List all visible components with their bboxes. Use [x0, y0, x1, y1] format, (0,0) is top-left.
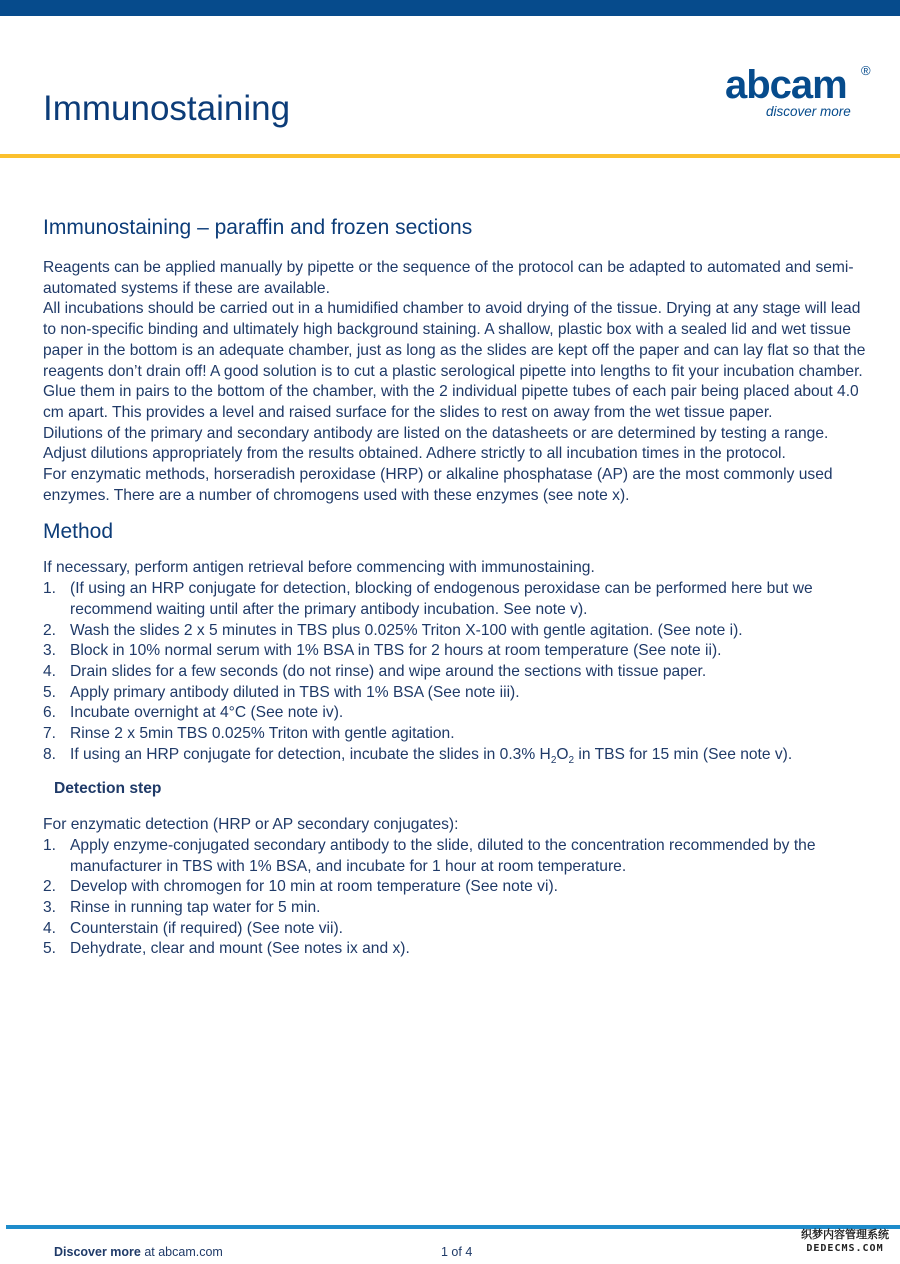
footer-divider	[6, 1225, 900, 1229]
list-item: 5. Apply primary antibody diluted in TBS with 1% BSA (See note iii).	[43, 683, 520, 701]
detection-lead: For enzymatic detection (HRP or AP secondary conjugates):	[43, 816, 459, 834]
list-item: 4. Counterstain (if required) (See note vii).	[43, 919, 344, 937]
detection-steps-list	[43, 836, 873, 960]
header-divider	[0, 154, 900, 158]
section-heading-intro: Immunostaining – paraffin and frozen sections	[43, 216, 473, 239]
list-item: 1. Apply enzyme-conjugated secondary antibody to the slide, diluted to the concentration recommended by the manufacturer in TBS with 1% BSA, and incubate for 1 hour at room temperature.	[43, 836, 816, 875]
list-item: 1. (If using an HRP conjugate for detection, blocking of endogenous peroxidase can be performed here but we recommend waiting until after the primary antibody incubation. See note v).	[43, 580, 813, 618]
list-item: 3. Block in 10% normal serum with 1% BSA in TBS for 2 hours at room temperature (See note ii).	[43, 642, 722, 660]
list-item: 5. Dehydrate, clear and mount (See notes ix and x).	[43, 940, 410, 958]
intro-paragraph-4: Adjust dilutions appropriately from the results obtained. Adhere strictly to all incubation times in the protocol.	[43, 445, 786, 463]
list-item: 6. Incubate overnight at 4°C (See note iv).	[43, 704, 344, 722]
list-item: 4. Drain slides for a few seconds (do not rinse) and wipe around the sections with tissue paper.	[43, 662, 707, 680]
method-steps-list	[43, 579, 873, 765]
detection-step-heading: Detection step	[54, 780, 162, 798]
watermark-cn: 织梦内容管理系统	[801, 1228, 889, 1241]
logo-wordmark: abcam	[725, 63, 847, 107]
footer-link[interactable]	[54, 1245, 223, 1259]
logo-tagline: discover more	[766, 104, 851, 119]
method-lead: If necessary, perform antigen retrieval before commencing with immunostaining.	[43, 559, 595, 577]
section-heading-method: Method	[43, 520, 114, 544]
page-number: 1 of 4	[441, 1245, 473, 1259]
intro-paragraph-5: For enzymatic methods, horseradish peroxidase (HRP) or alkaline phosphatase (AP) are the most commonly used enzymes. There are a number of chromogens used with these enzymes (see note x).	[43, 466, 833, 504]
header-top-bar	[0, 0, 900, 16]
document-body	[43, 214, 873, 960]
intro-paragraph-1: Reagents can be applied manually by pipette or the sequence of the protocol can be adapted to automated and semi-automated systems if these are available.	[43, 259, 854, 297]
footer-link-rest: at abcam.com	[140, 1245, 223, 1259]
intro-paragraph-3: Dilutions of the primary and secondary antibody are listed on the datasheets or are determined by testing a range.	[43, 424, 829, 442]
registered-mark-icon: ®	[861, 63, 871, 78]
list-item: 2. Develop with chromogen for 10 min at room temperature (See note vi).	[43, 878, 558, 896]
list-item: 3. Rinse in running tap water for 5 min.	[43, 898, 321, 916]
abcam-logo	[724, 62, 884, 122]
list-item: 2. Wash the slides 2 x 5 minutes in TBS plus 0.025% Triton X-100 with gentle agitation. (See note i).	[43, 621, 743, 639]
list-item: 8. If using an HRP conjugate for detection, incubate the slides in 0.3% $H_2O_2$ in TBS for 15 min (See note v).	[43, 745, 793, 766]
list-item: 7. Rinse 2 x 5min TBS 0.025% Triton with gentle agitation.	[43, 725, 455, 743]
document-title: Immunostaining	[43, 89, 291, 128]
footer-link-bold: Discover more	[54, 1245, 141, 1259]
watermark-en: DEDECMS.COM	[806, 1243, 884, 1254]
intro-paragraph-2: All incubations should be carried out in a humidified chamber to avoid drying of the tissue. Drying at any stage will lead to non-specific binding and ultimately high background staining. A shallow, plastic box with a sealed lid and wet tissue paper in the bottom is an adequate chamber, just as long as the slides are kept off the paper and can lay flat so that the reagents don’t drain off! A good solution is to cut a plastic serological pipette into lengths to fit your incubation chamber. Glue them in pairs to the bottom of the chamber, with the 2 individual pipette tubes of each pair being placed about 4.0 cm apart. This provides a level and raised surface for the slides to rest on away from the wet tissue paper.	[43, 300, 866, 421]
watermark	[790, 1228, 900, 1256]
